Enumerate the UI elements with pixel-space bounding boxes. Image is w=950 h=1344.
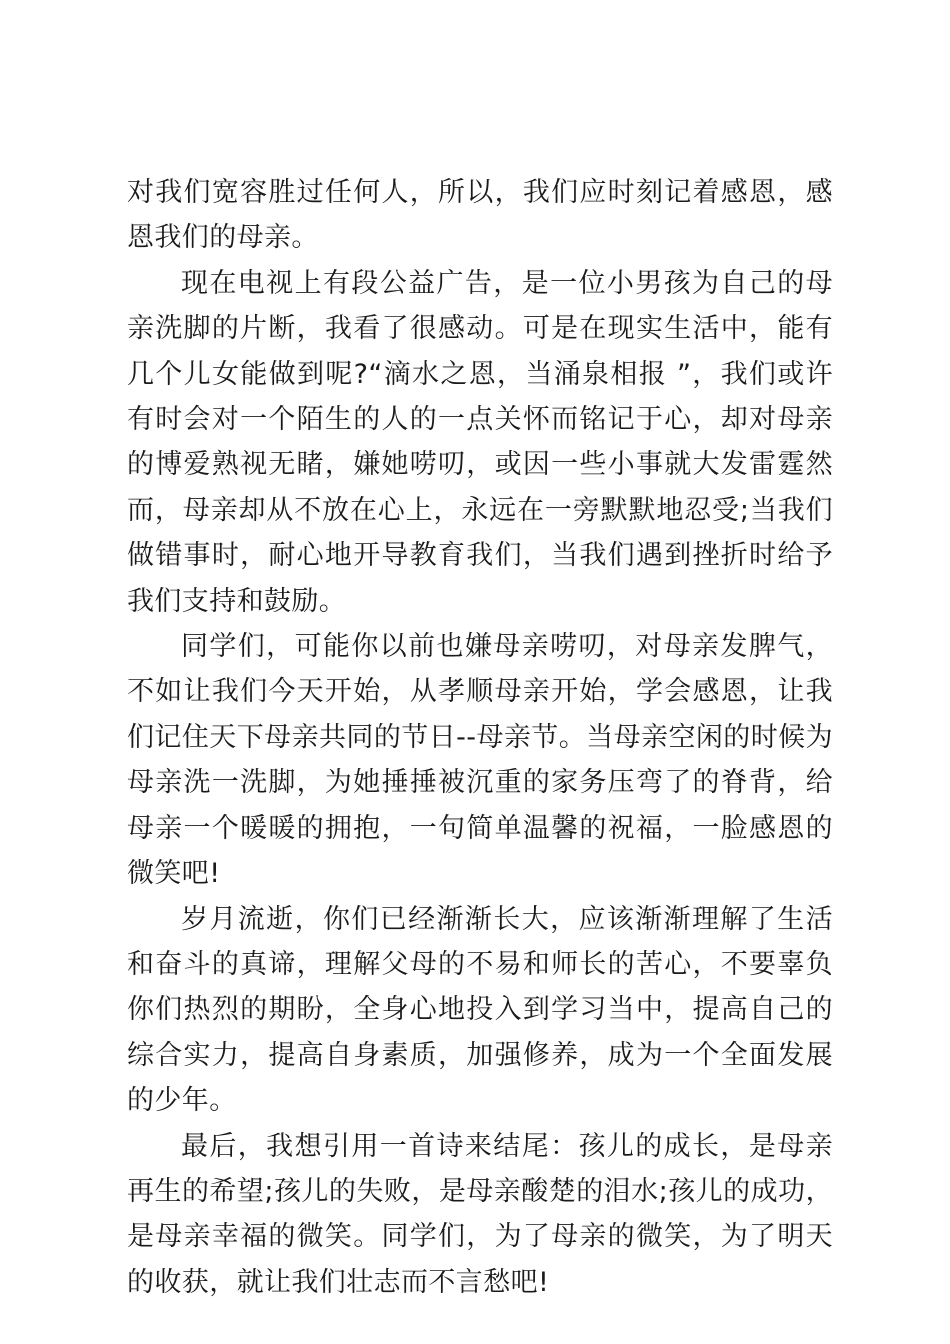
paragraph-closing-poem: 最后，我想引用一首诗来结尾：孩儿的成长，是母亲再生的希望;孩儿的失败，是母亲酸楚的泪水;孩儿的成功，是母亲幸福的微笑。同学们，为了母亲的微笑，为了明天的收获，就让我们壮志而不言愁吧! xyxy=(127,1130,833,1298)
paragraph-growing-up: 岁月流逝，你们已经渐渐长大，应该渐渐理解了生活和奋斗的真谛，理解父母的不易和师长的苦心，不要辜负你们热烈的期盼，全身心地投入到学习当中，提高自己的综合实力，提高自身素质，加强修养，成为一个全面发展的少年。 xyxy=(127,903,833,1117)
paragraph-tv-ad: 现在电视上有段公益广告，是一位小男孩为自己的母亲洗脚的片断，我看了很感动。可是在现实生活中，能有几个儿女能做到呢?“滴水之恩，当涌泉相报 ”，我们或许有时会对一个陌生的人的一点关怀而铭记于心，却对母亲的博爱熟视无睹，嫌她唠叨，或因一些小事就大发雷霆然而，母亲却从不放在心上，永远在一旁默默地忍受;当我们做错事时，耐心地开导教育我们，当我们遇到挫折时给予我们支持和鼓励。 xyxy=(127,267,833,617)
paragraph-continuation: 对我们宽容胜过任何人，所以，我们应时刻记着感恩，感恩我们的母亲。 xyxy=(127,177,833,254)
paragraph-classmates: 同学们，可能你以前也嫌母亲唠叨，对母亲发脾气，不如让我们今天开始，从孝顺母亲开始，学会感恩，让我们记住天下母亲共同的节日--母亲节。当母亲空闲的时候为母亲洗一洗脚，为她捶捶被沉重的家务压弯了的脊背，给母亲一个暖暖的拥抱，一句简单温馨的祝福，一脸感恩的微笑吧! xyxy=(127,631,833,890)
document-body xyxy=(127,170,833,1305)
